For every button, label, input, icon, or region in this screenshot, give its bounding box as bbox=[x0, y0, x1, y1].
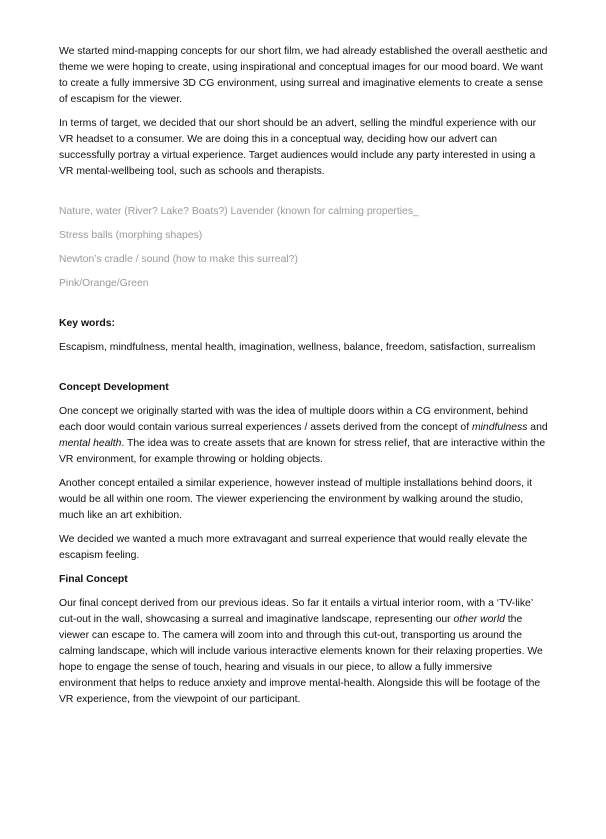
keywords-text: Escapism, mindfulness, mental health, imagination, wellness, balance, freedom, satisfaction, surrealism bbox=[59, 342, 536, 353]
document-page bbox=[59, 44, 549, 716]
concept-paragraph-1 bbox=[59, 404, 549, 468]
emphasis-mental-health: mental health bbox=[59, 438, 122, 449]
concept-paragraph-2: Another concept entailed a similar experience, however instead of multiple installations behind doors, it would be all within one room. The viewer experiencing the environment by walking around the studio, much like an art exhibition. bbox=[59, 478, 533, 521]
concept-text: . The idea was to create assets that are known for stress relief, that are interactive within the VR environment, for example throwing or holding objects. bbox=[59, 438, 546, 465]
final-text: the viewer can escape to. The camera will zoom into and through this cut-out, transporting us around the calming landscape, which will include various interactive elements known for their relaxing properties. We hope to engage the sense of touch, hearing and visuals in our piece, to allow a fully immersive environment that helps to reduce anxiety and improve mental-health. Alongside this will be footage of the VR experience, from the viewpoint of our participant. bbox=[59, 614, 543, 705]
idea-item: Nature, water (River? Lake? Boats?) Lavender (known for calming properties_ bbox=[59, 206, 419, 217]
intro-paragraph-1: We started mind-mapping concepts for our short film, we had already established the overall aesthetic and theme we were hoping to create, using inspirational and conceptual images for our mood board. We want to create a fully immersive 3D CG environment, using surreal and imaginative elements to create a sense of escapism for the viewer. bbox=[59, 46, 548, 105]
concept-development-heading: Concept Development bbox=[59, 382, 169, 393]
final-text: Our final concept derived from our previous ideas. So far it entails a virtual interior room, with a ‘TV-like’ cut-out in the wall, showcasing a surreal and imaginative landscape, representing our bbox=[59, 598, 533, 625]
intro-paragraph-2: In terms of target, we decided that our short should be an advert, selling the mindful experience with our VR headset to a consumer. We are doing this in a conceptual way, deciding how our advert can successfully portray a virtual experience. Target audiences would include any party interested in using a VR mental-wellbeing tool, such as schools and therapists. bbox=[59, 118, 537, 177]
idea-item: Stress balls (morphing shapes) bbox=[59, 230, 203, 241]
final-concept-paragraph bbox=[59, 596, 549, 708]
idea-item: Pink/Orange/Green bbox=[59, 278, 149, 289]
concept-text: and bbox=[527, 422, 548, 433]
concept-paragraph-3: We decided we wanted a much more extravagant and surreal experience that would really elevate the escapism feeling. bbox=[59, 534, 528, 561]
emphasis-other-world: other world bbox=[453, 614, 505, 625]
emphasis-mindfulness: mindfulness bbox=[471, 422, 528, 433]
spacer bbox=[59, 300, 549, 316]
idea-item: Newton’s cradle / sound (how to make this surreal?) bbox=[59, 254, 298, 265]
concept-text: One concept we originally started with was the idea of multiple doors within a CG environment, behind each door would contain various surreal experiences / assets derived from the concept of bbox=[59, 406, 528, 433]
spacer bbox=[59, 188, 549, 204]
final-concept-heading: Final Concept bbox=[59, 574, 128, 585]
spacer bbox=[59, 364, 549, 380]
ideas-list bbox=[59, 204, 549, 292]
keywords-heading: Key words: bbox=[59, 318, 116, 329]
